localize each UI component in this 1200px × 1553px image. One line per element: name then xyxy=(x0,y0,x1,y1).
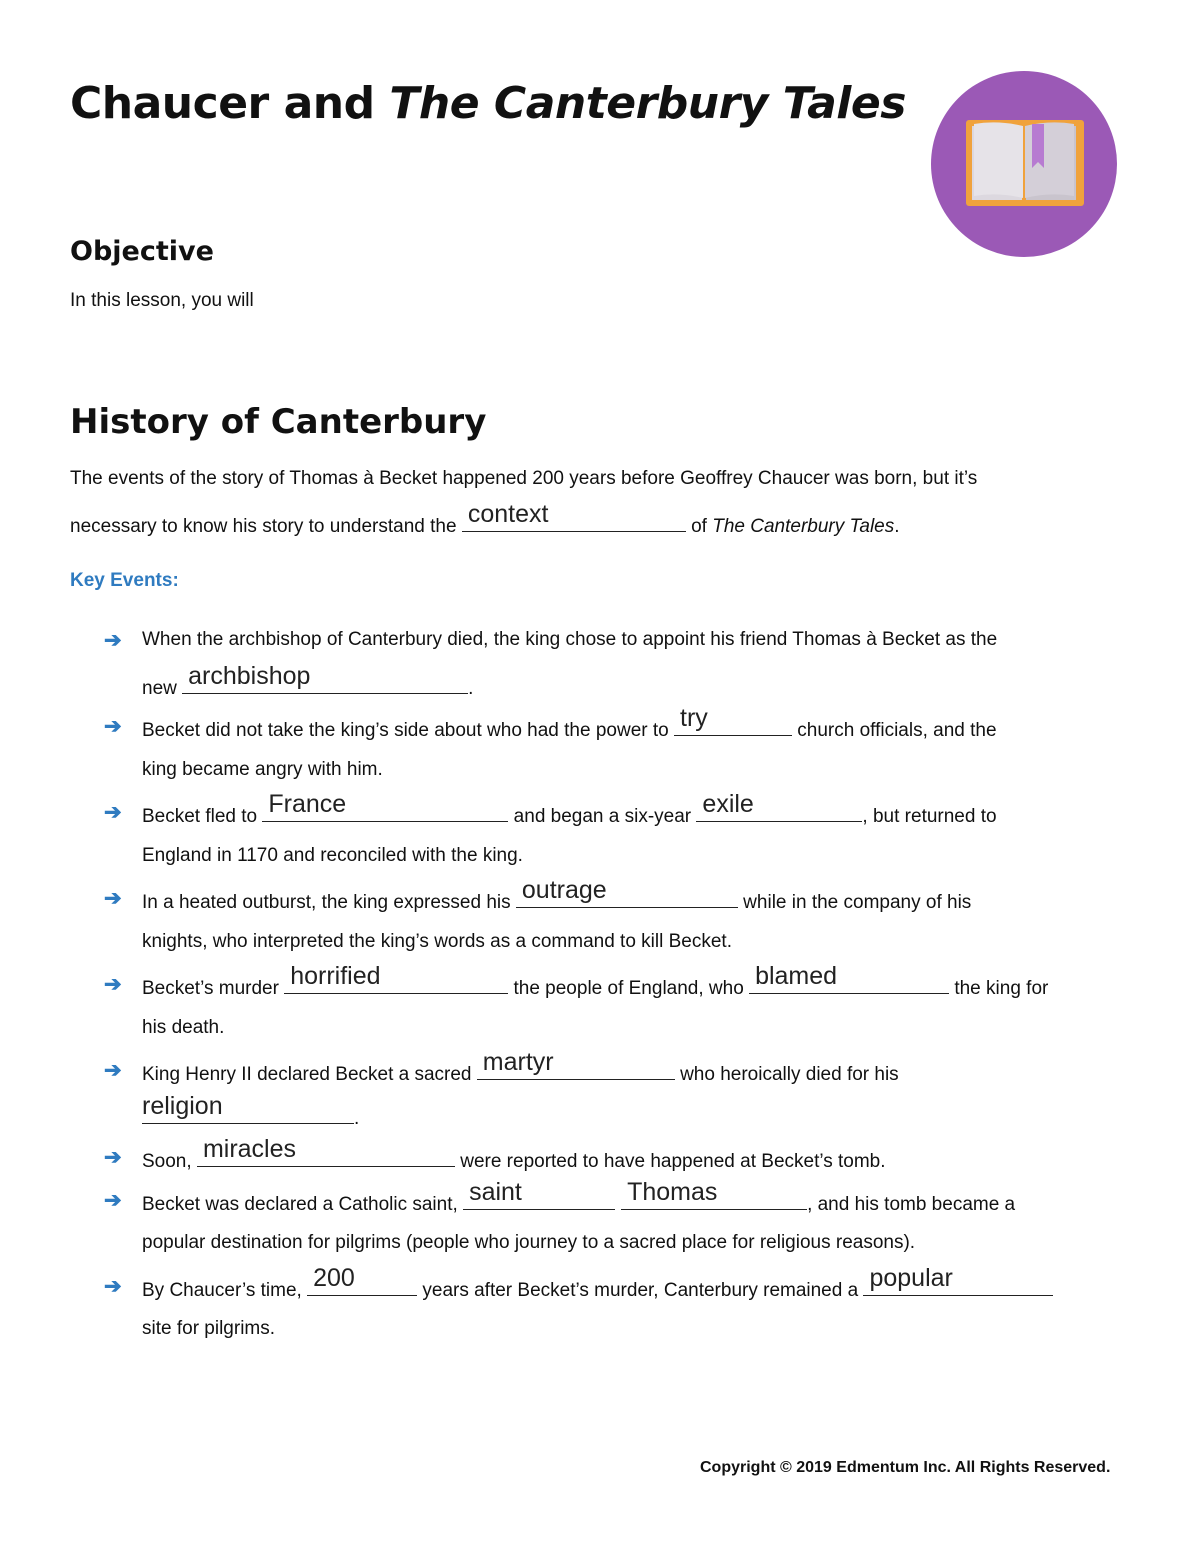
answer-blank[interactable] xyxy=(262,790,508,822)
arrow-bullet-icon: ➔ xyxy=(104,1189,122,1212)
answer-blank[interactable] xyxy=(307,1264,417,1296)
history-paragraph-line1: The events of the story of Thomas à Becket happened 200 years before Geoffrey Chaucer was born, but it’s xyxy=(70,468,978,489)
arrow-bullet-icon: ➔ xyxy=(104,1059,122,1082)
event-line: Soon, miracles were reported to have happened at Becket’s tomb. xyxy=(142,1135,886,1172)
answer-blank[interactable] xyxy=(284,962,508,994)
history-paragraph-line2: necessary to know his story to understand the context of The Canterbury Tales. xyxy=(70,500,900,537)
copyright-footer: Copyright © 2019 Edmentum Inc. All Rights Reserved. xyxy=(700,1459,1111,1476)
answer-text: religion xyxy=(142,1092,223,1120)
answer-blank[interactable] xyxy=(516,876,738,908)
answer-text: 200 xyxy=(313,1264,355,1292)
answer-text: martyr xyxy=(482,1048,554,1076)
title-italic: The Canterbury Tales xyxy=(389,78,906,129)
event-line: Becket did not take the king’s side about who had the power to try church officials, and the xyxy=(142,704,997,741)
event-line: religion . xyxy=(142,1092,360,1129)
event-line: king became angry with him. xyxy=(142,759,383,780)
answer-text: miracles xyxy=(202,1135,297,1163)
objective-text: In this lesson, you will xyxy=(70,290,254,311)
event-line: new archbishop . xyxy=(142,662,474,699)
event-line: Becket fled to France and began a six-year exile , but returned to xyxy=(142,790,997,827)
answer-text: saint xyxy=(469,1178,522,1206)
event-line: Becket’s murder horrified the people of England, who blamed the king for xyxy=(142,962,1049,999)
event-line: Becket was declared a Catholic saint, saint Thomas , and his tomb became a xyxy=(142,1178,1016,1215)
event-line: site for pilgrims. xyxy=(142,1318,276,1339)
book-icon xyxy=(930,70,1118,258)
answer-text: exile xyxy=(702,790,754,818)
arrow-bullet-icon: ➔ xyxy=(104,1146,122,1169)
page-title xyxy=(70,78,906,129)
answer-blank[interactable] xyxy=(696,790,862,822)
key-events-heading: Key Events: xyxy=(70,570,179,591)
event-line: his death. xyxy=(142,1017,225,1038)
answer-blank[interactable] xyxy=(463,1178,615,1210)
answer-blank[interactable] xyxy=(863,1264,1053,1296)
answer-blank[interactable] xyxy=(674,704,792,736)
arrow-bullet-icon: ➔ xyxy=(104,801,122,824)
answer-text: horrified xyxy=(290,962,381,990)
answer-blank[interactable] xyxy=(621,1178,807,1210)
event-line: knights, who interpreted the king’s words as a command to kill Becket. xyxy=(142,931,732,952)
answer-blank[interactable] xyxy=(749,962,949,994)
answer-text: archbishop xyxy=(188,662,311,690)
answer-text: France xyxy=(268,790,347,818)
event-line: In a heated outburst, the king expressed his outrage while in the company of his xyxy=(142,876,972,913)
event-line: By Chaucer’s time, 200 years after Becket’s murder, Canterbury remained a popular xyxy=(142,1275,1053,1302)
arrow-bullet-icon: ➔ xyxy=(104,973,122,996)
event-line: England in 1170 and reconciled with the king. xyxy=(142,845,523,866)
answer-text: outrage xyxy=(521,876,607,904)
arrow-bullet-icon: ➔ xyxy=(104,629,122,652)
answer-blank[interactable] xyxy=(477,1048,675,1080)
event-line: popular destination for pilgrims (people who journey to a sacred place for religious reasons). xyxy=(142,1232,916,1253)
arrow-bullet-icon: ➔ xyxy=(104,887,122,910)
answer-text: try xyxy=(680,704,708,732)
answer-blank[interactable] xyxy=(197,1135,455,1167)
answer-text: popular xyxy=(869,1264,953,1292)
answer-text: Thomas xyxy=(627,1178,718,1206)
event-line: King Henry II declared Becket a sacred martyr who heroically died for his xyxy=(142,1048,899,1085)
history-heading: History of Canterbury xyxy=(70,402,487,442)
answer-text: blamed xyxy=(755,962,838,990)
title-plain: Chaucer and xyxy=(70,78,390,129)
answer-blank[interactable] xyxy=(142,1092,354,1124)
arrow-bullet-icon: ➔ xyxy=(104,1275,122,1298)
arrow-bullet-icon: ➔ xyxy=(104,715,122,738)
event-line: When the archbishop of Canterbury died, the king chose to appoint his friend Thomas à Becket as the xyxy=(142,629,998,650)
answer-blank[interactable] xyxy=(462,500,686,532)
answer-text: context xyxy=(467,500,549,528)
objective-heading: Objective xyxy=(70,236,214,267)
